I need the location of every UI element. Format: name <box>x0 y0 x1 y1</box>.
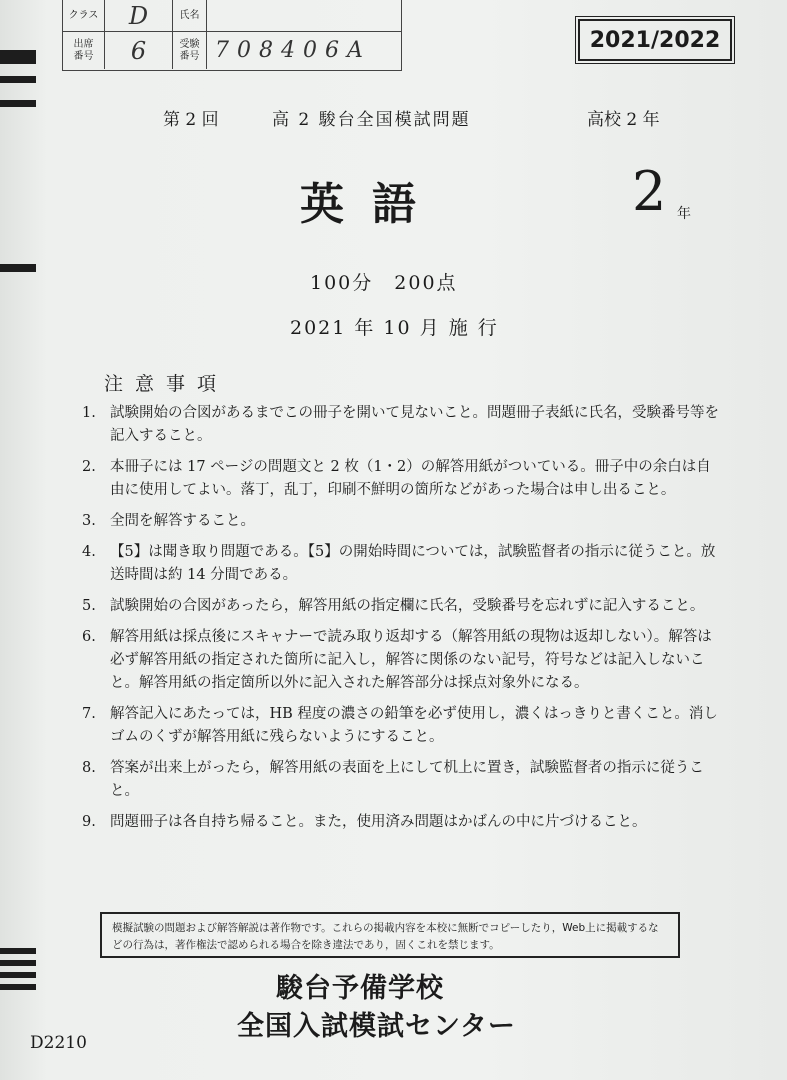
notes-list <box>82 402 722 842</box>
edge-mark <box>0 76 36 83</box>
subject-title: 英語 <box>300 179 444 230</box>
note-number: 6. <box>82 629 96 645</box>
school-year-box: 2021/2022 <box>578 19 732 61</box>
note-item <box>82 626 722 695</box>
note-number: 3. <box>82 513 96 529</box>
note-text: 試験開始の合図があったら，解答用紙の指定欄に氏名，受験番号を忘れずに記入すること。 <box>110 598 705 614</box>
seat-number-label: 出席番号 <box>63 32 105 69</box>
note-text: 全問を解答すること。 <box>110 513 255 529</box>
name-value[interactable] <box>207 0 401 32</box>
exam-title: 高 2 駿台全国模試問題 <box>272 110 471 130</box>
note-number: 1. <box>82 405 96 421</box>
note-text: 答案が出来上がったら，解答用紙の表面を上にして机上に置き，試験監督者の指示に従うこと。 <box>110 760 704 799</box>
time-and-points: 100分 200点 <box>310 272 458 294</box>
note-number: 4. <box>82 544 96 560</box>
exam-date: 2021 年 10 月 施 行 <box>290 317 499 339</box>
exam-round: 第 2 回 <box>163 110 219 130</box>
edge-mark <box>0 100 36 107</box>
note-text: 問題冊子は各自持ち帰ること。また，使用済み問題はかばんの中に片づけること。 <box>110 814 647 830</box>
publisher-center: 全国入試模試センター <box>237 1011 516 1042</box>
publisher-school: 駿台予備学校 <box>276 973 444 1004</box>
student-id-table <box>62 0 402 71</box>
edge-mark <box>0 960 36 966</box>
note-number: 8. <box>82 760 96 776</box>
note-number: 7. <box>82 706 96 722</box>
edge-mark <box>0 50 36 64</box>
note-item <box>82 595 722 618</box>
edge-mark <box>0 948 36 954</box>
note-text: 【5】は聞き取り問題である。【5】の開始時間については，試験監督者の指示に従うこと。放送時間は約 14 分間である。 <box>110 544 716 583</box>
edge-mark <box>0 264 36 272</box>
class-label: クラス <box>63 0 105 32</box>
note-item <box>82 757 722 803</box>
target-grade: 高校 2 年 <box>587 110 660 130</box>
note-text: 解答用紙は採点後にスキャナーで読み取り返却する（解答用紙の現物は返却しない）。解答は必ず解答用紙の指定された箇所に記入し，解答に関係のない記号，符号などは記入しないこと。解答用紙の指定箇所以外に記入された解答部分は採点対象外になる。 <box>110 629 712 691</box>
note-number: 9. <box>82 814 96 830</box>
copyright-notice: 模擬試験の問題および解答解説は著作物です。これらの掲載内容を本校に無断でコピーしたり，Web上に掲載するなどの行為は，著作権法で認められる場合を除き違法であり，固くこれを禁じます。 <box>100 912 680 958</box>
edge-mark <box>0 984 36 990</box>
exam-number-label: 受験番号 <box>173 32 207 69</box>
note-text: 試験開始の合図があるまでこの冊子を開いて見ないこと。問題冊子表紙に氏名，受験番号等を記入すること。 <box>110 405 719 444</box>
note-text: 本冊子には 17 ページの問題文と 2 枚（1・2）の解答用紙がついている。冊子中の余白は自由に使用してよい。落丁，乱丁，印刷不鮮明の箇所などがあった場合は申し出ること。 <box>110 459 711 498</box>
note-number: 5. <box>82 598 96 614</box>
note-item <box>82 456 722 502</box>
note-item <box>82 703 722 749</box>
note-text: 解答記入にあたっては，HB 程度の濃さの鉛筆を必ず使用し，濃くはっきりと書くこと。消しゴムのくずが解答用紙に残らないようにすること。 <box>110 706 718 745</box>
grade-unit: 年 <box>677 206 691 222</box>
note-item <box>82 541 722 587</box>
seat-number-value[interactable]: 6 <box>105 32 173 69</box>
name-label: 氏名 <box>173 0 207 32</box>
note-number: 2. <box>82 459 96 475</box>
notes-heading: 注意事項 <box>104 373 229 395</box>
class-value[interactable]: D <box>105 0 173 32</box>
document-code: D2210 <box>30 1033 87 1053</box>
note-item <box>82 402 722 448</box>
edge-mark <box>0 972 36 978</box>
note-item <box>82 811 722 834</box>
exam-number-value[interactable]: 708406A <box>215 38 371 63</box>
grade-number: 2 <box>632 160 667 223</box>
note-item <box>82 510 722 533</box>
